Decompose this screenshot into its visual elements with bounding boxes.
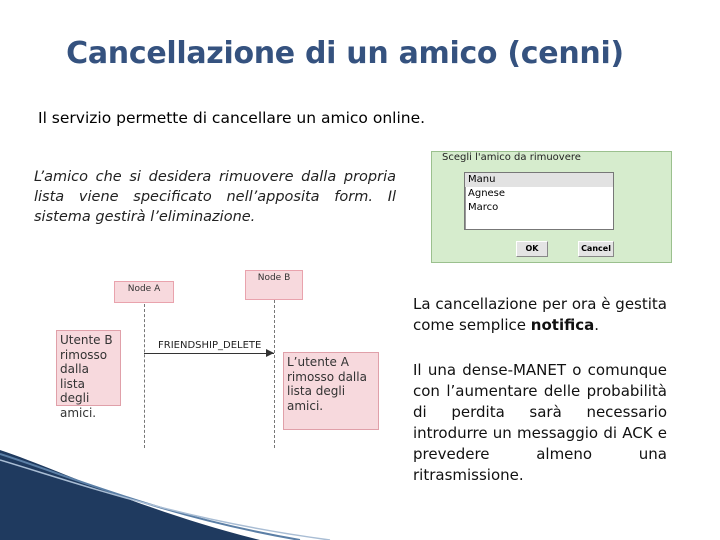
node-b-box: Node B [245, 270, 303, 300]
form-description-text: L’amico che si desidera rimuovere dalla propria lista viene specificato nell’apposita form. Il sistema gestirà l’eliminazione. [34, 169, 396, 225]
node-b-lifeline [274, 300, 275, 448]
decorative-wave [0, 450, 720, 540]
node-a-box: Node A [114, 281, 174, 303]
list-item[interactable]: Manu [465, 173, 613, 187]
ok-button[interactable]: OK [516, 241, 548, 257]
ack-text: Il una dense-MANET o comunque con l’aumentare delle probabilità di perdita sarà necessario introdurre un messaggio di ACK e prevedere almeno una ritrasmissione. [413, 361, 667, 484]
note-user-b-removed: Utente B rimosso dalla lista degli amici. [56, 330, 121, 406]
message-label: FRIENDSHIP_DELETE [158, 340, 262, 351]
slide-title: Cancellazione di un amico (cenni) [66, 36, 624, 71]
note-user-a-removed: L’utente A rimosso dalla lista degli amici. [283, 352, 379, 430]
notification-text: La cancellazione per ora è gestita come semplice notifica. [413, 295, 667, 334]
intro-text: Il servizio permette di cancellare un amico online. [38, 109, 426, 127]
form-title: Scegli l'amico da rimuovere [442, 152, 581, 163]
list-item[interactable]: Agnese [468, 188, 506, 199]
remove-friend-form [431, 151, 672, 263]
list-item[interactable]: Marco [468, 202, 499, 213]
node-a-lifeline [144, 304, 145, 448]
friend-listbox[interactable] [464, 172, 614, 230]
cancel-button[interactable]: Cancel [578, 241, 614, 257]
notification-keyword: notifica [530, 316, 595, 334]
message-arrow [144, 353, 274, 354]
arrow-head-icon [266, 349, 274, 357]
